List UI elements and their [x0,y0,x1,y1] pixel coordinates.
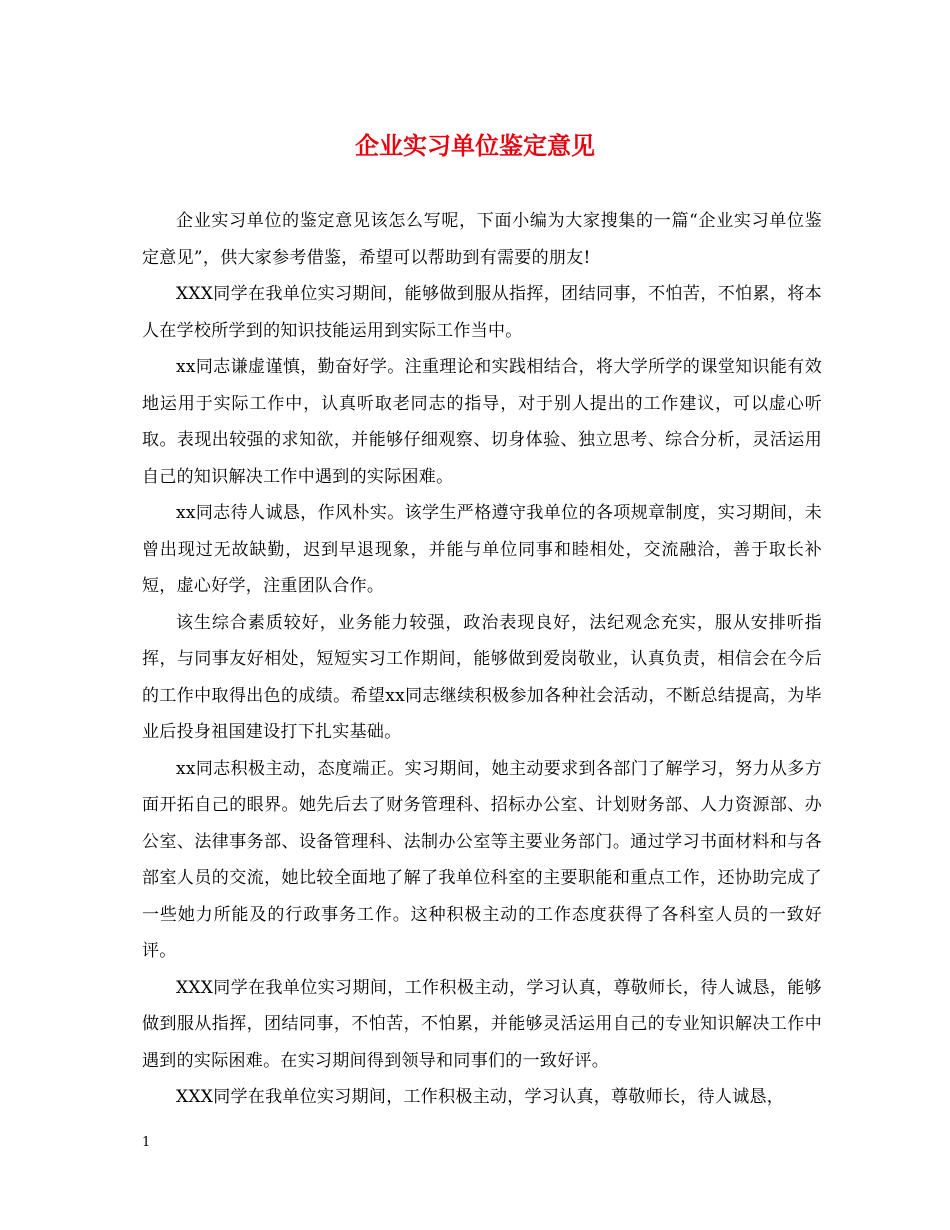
page-number: 1 [142,1135,151,1150]
paragraph: XXX同学在我单位实习期间，工作积极主动，学习认真，尊敬师长，待人诚恳， [176,1087,785,1107]
paragraph: XXX同学在我单位实习期间，能够做到服从指挥，团结同事，不怕苦，不怕累，将本人在学校所学到的知识技能运用到实际工作当中。 [142,284,822,341]
paragraph: XXX同学在我单位实习期间，工作积极主动，学习认真，尊敬师长，待人诚恳，能够做到服从指挥，团结同事，不怕苦，不怕累，并能够灵活运用自己的专业知识解决工作中遇到的实际困难。在实习期间得到领导和同事们的一致好评。 [142,977,822,1071]
paragraph: 该生综合素质较好，业务能力较强，政治表现良好，法纪观念充实，服从安排听指挥，与同事友好相处，短短实习工作期间，能够做到爱岗敬业，认真负责，相信会在今后的工作中取得出色的成绩。希望xx同志继续积极参加各种社会活动，不断总结提高，为毕业后投身祖国建设打下扎实基础。 [142,612,822,742]
document-title: 企业实习单位鉴定意见 [355,131,595,160]
paragraph: xx同志积极主动，态度端正。实习期间，她主动要求到各部门了解学习，努力从多方面开拓自己的眼界。她先后去了财务管理科、招标办公室、计划财务部、人力资源部、办公室、法律事务部、设备管理科、法制办公室等主要业务部门。通过学习书面材料和与各部室人员的交流，她比较全面地了解了我单位科室的主要职能和重点工作，还协助完成了一些她力所能及的行政事务工作。这种积极主动的工作态度获得了各科室人员的一致好评。 [142,758,822,961]
paragraph-intro: 企业实习单位的鉴定意见该怎么写呢，下面小编为大家搜集的一篇“企业实习单位鉴定意见”，供大家参考借鉴，希望可以帮助到有需要的朋友! [142,211,822,268]
paragraph: xx同志谦虚谨慎，勤奋好学。注重理论和实践相结合，将大学所学的课堂知识能有效地运用于实际工作中，认真听取老同志的指导，对于别人提出的工作建议，可以虚心听取。表现出较强的求知欲，并能够仔细观察、切身体验、独立思考、综合分析，灵活运用自己的知识解决工作中遇到的实际困难。 [142,357,822,487]
document-body [142,203,822,1116]
paragraph: xx同志待人诚恳，作风朴实。该学生严格遵守我单位的各项规章制度，实习期间，未曾出现过无故缺勤，迟到早退现象，并能与单位同事和睦相处，交流融洽，善于取长补短，虚心好学，注重团队合作。 [142,503,822,596]
